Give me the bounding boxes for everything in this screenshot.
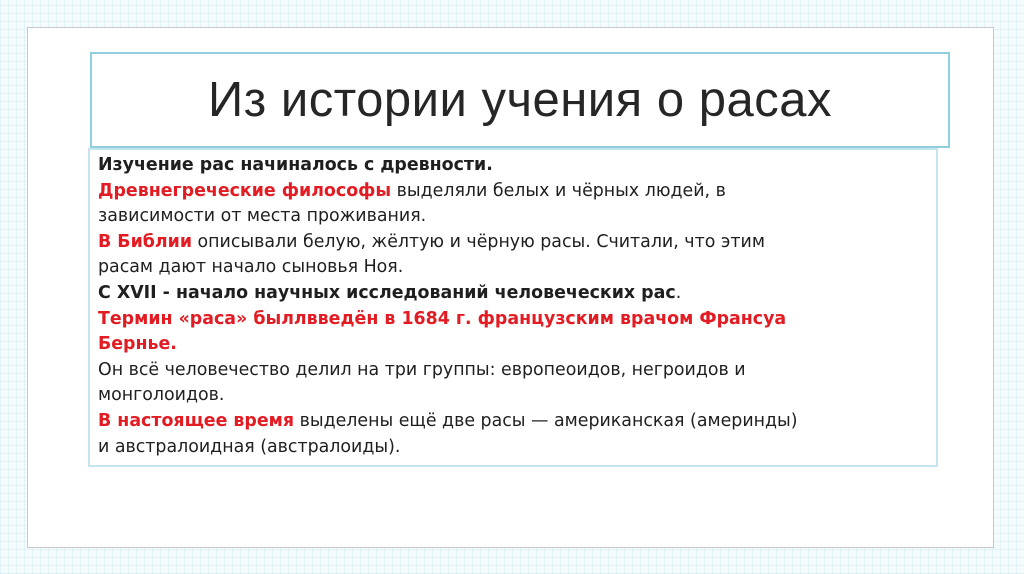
body-text: расам дают начало сыновья Ноя. (98, 257, 404, 278)
text-line (98, 358, 928, 384)
text-line (98, 153, 928, 179)
body-text: выделяли белых и чёрных людей, в (391, 180, 726, 201)
highlight-text: Древнегреческие философы (98, 180, 392, 201)
body-text: монголоидов. (98, 385, 225, 406)
text-line (98, 409, 928, 435)
title-box (90, 52, 950, 148)
text-line (98, 383, 928, 409)
text-line (98, 332, 928, 358)
text-line (98, 204, 928, 230)
body-text: выделены ещё две расы — американская (америнды) (294, 410, 798, 431)
highlight-text: Термин «раса» быллвведён в 1684 г. французским врачом Франсуа (98, 308, 787, 329)
slide (27, 27, 994, 548)
text-line (98, 255, 928, 281)
body-text: и австралоидная (австралоиды). (98, 436, 401, 457)
highlight-text: В Библии (98, 231, 193, 252)
highlight-text: В настоящее время (98, 410, 295, 431)
body-text: Он всё человечество делил на три группы: европеоидов, негроидов и (98, 359, 746, 380)
body-text: . (675, 282, 682, 303)
text-line (98, 230, 928, 256)
body-text: описывали белую, жёлтую и чёрную расы. Считали, что этим (192, 231, 765, 252)
text-line (98, 179, 928, 205)
text-line (98, 307, 928, 333)
bold-text: Изучение рас начиналось с древности. (98, 155, 493, 175)
text-line (98, 281, 928, 307)
highlight-text: Бернье. (98, 334, 177, 355)
bold-text: С XVII - начало научных исследований человеческих рас (98, 282, 676, 303)
body-text: зависимости от места проживания. (98, 206, 427, 227)
slide-title: Из истории учения о расах (208, 73, 832, 127)
text-line (98, 435, 928, 461)
content-text-box (88, 148, 938, 467)
